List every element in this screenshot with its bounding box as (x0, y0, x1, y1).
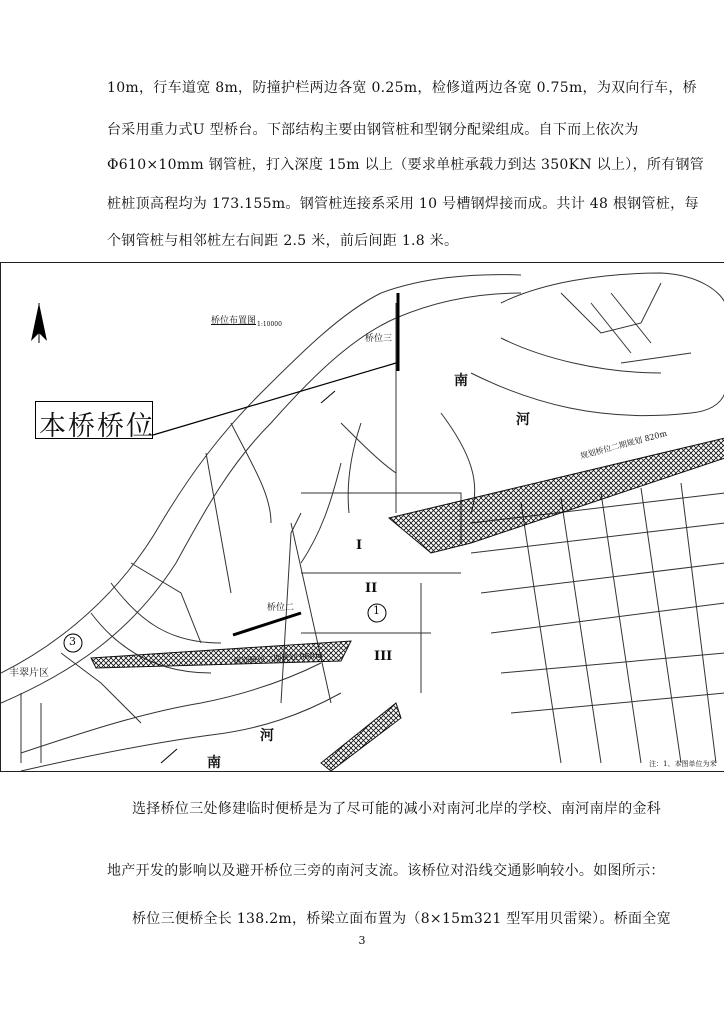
text-line: 个钢管桩与相邻桩左右间距 2.5 米，前后间距 1.8 米。 (107, 233, 459, 249)
text-line: 选择桥位三处修建临时便桥是为了尽可能的减小对南河北岸的学校、南河南岸的金科 (132, 801, 662, 817)
map-drawing (1, 263, 724, 771)
district-label: 丰翠片区 (9, 668, 49, 679)
planned-bridge-label-1: 规划桥位二期规划 820m (579, 428, 668, 461)
text-line: 台采用重力式U 型桥台。下部结构主要由钢管桩和型钢分配梁组成。自下而上依次为 (107, 122, 639, 138)
circle-1-label: 1 (373, 604, 380, 617)
bridge2-label: 桥位二 (267, 603, 295, 613)
river-label-he: 河 (516, 412, 530, 428)
map-note: 注：1、本图单位为米 (649, 760, 717, 768)
page-number: 3 (358, 934, 366, 947)
text-line: Φ610×10mm 钢管桩，打入深度 15m 以上（要求单桩承载力到达 350KN 以上），所有钢管 (107, 157, 705, 173)
text-line: 桩桩顶高程均为 173.155m。钢管桩连接系采用 10 号槽钢焊接而成。共计 48 根钢管桩，每 (107, 196, 699, 212)
text-line: 地产开发的影响以及避开桥位三旁的南河支流。该桥位对沿线交通影响较小。如图所示： (107, 863, 665, 879)
river-label-he-bottom: 河 (260, 728, 274, 744)
text-line: 桥位三便桥全长 138.2m，桥梁立面布置为（8×15m321 型军用贝雷梁）。桥面全宽 (132, 911, 671, 927)
bridge3-label: 桥位三 (365, 334, 393, 344)
circle-3-label: 3 (69, 635, 76, 648)
zone-ii: II (365, 581, 378, 596)
map-scale: 1:10000 (257, 321, 282, 328)
zone-iii: III (374, 649, 393, 664)
callout-label: 本桥桥位 (39, 411, 155, 442)
river-label-south-bottom: 南 (207, 755, 221, 771)
map-title: 桥位布置图 (211, 316, 257, 326)
planned-bridge-label-2: 规划桥位二期规划 960m (233, 650, 323, 666)
bridge-location-map (0, 262, 724, 772)
zone-i: I (356, 538, 363, 553)
river-label-south: 南 (454, 373, 468, 389)
text-line: 10m，行车道宽 8m，防撞护栏两边各宽 0.25m，检修道两边各宽 0.75m，为双向行车，桥 (107, 80, 697, 96)
